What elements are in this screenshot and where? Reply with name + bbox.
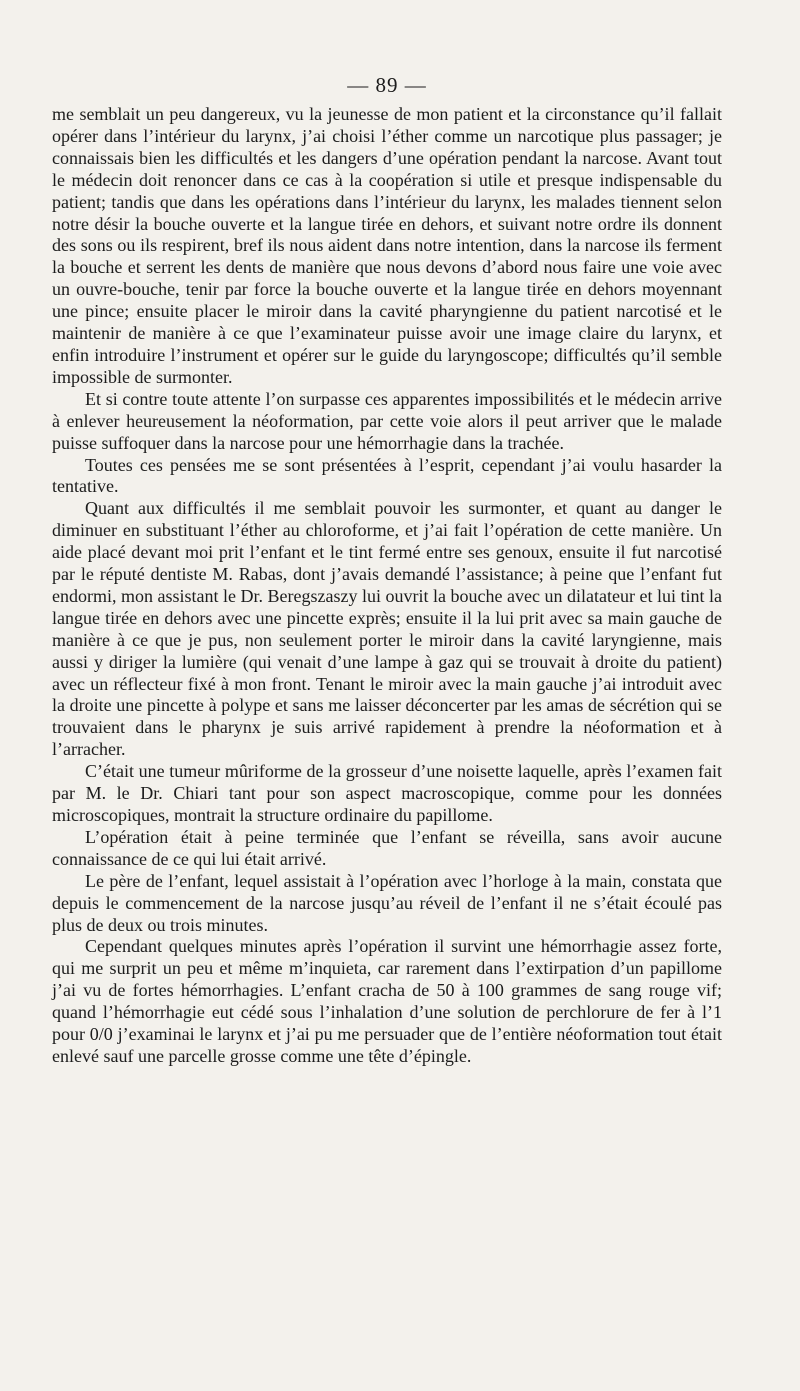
paragraph: L’opération était à peine terminée que l’enfant se réveilla, sans avoir aucune connaissance de ce qui lui était arrivé. bbox=[52, 826, 722, 869]
paragraph: Le père de l’enfant, lequel assistait à l’opération avec l’horloge à la main, constata que depuis le commencement de la narcose jusqu’au réveil de l’enfant il ne s’était écoulé pas plus de deux ou trois minutes. bbox=[52, 870, 722, 935]
paragraph: Cependant quelques minutes après l’opération il survint une hémorrhagie assez forte, qui me surprit un peu et même m’inquieta, car rarement dans l’extirpation d’un papillome j’ai vu de fortes hémorrhagies. L’enfant cracha de 50 à 100 grammes de sang rouge vif; quand l’hémorrhagie eut cédé sous l’inhalation d’une solution de perchlorure de fer à l’1 pour 0/0 j’examinai le larynx et j’ai pu me persuader que de l’entière néoformation tout était enlevé sauf une parcelle grosse comme une tête d’épingle. bbox=[52, 936, 722, 1066]
paragraph: Quant aux difficultés il me semblait pouvoir les surmonter, et quant au danger le diminuer en substituant l’éther au chloroforme, et j’ai fait l’opération de cette manière. Un aide placé devant moi prit l’enfant et le tint fermé entre ses genoux, ensuite il fut narcotisé par le réputé dentiste M. Rabas, dont j’avais demandé l’assistance; à peine que l’enfant fut endormi, mon assistant le Dr. Beregszaszy lui ouvrit la bouche avec un dilatateur et lui tint la langue tirée en dehors avec une pincette exprès; ensuite il la lui prit avec sa main gauche de manière à ce que je pus, non seulement porter le miroir dans la cavité laryngienne, mais aussi y diriger la lumière (qui venait d’une lampe à gaz qui se trouvait à droite du patient) avec un réflecteur fixé à mon front. Tenant le miroir avec la main gauche j’ai introduit avec la droite une pincette à polype et sans me laisser déconcerter par les amas de sécrétion qui se trouvaient dans le pharynx je suis arrivé rapidement à prendre la néoformation et à l’arracher. bbox=[52, 498, 722, 760]
paragraph: C’était une tumeur mûriforme de la grosseur d’une noisette laquelle, après l’examen fait par M. le Dr. Chiari tant pour son aspect macroscopique, comme pour les données microscopiques, montrait la structure ordinaire du papillome. bbox=[52, 761, 722, 825]
paragraph: Toutes ces pensées me se sont présentées à l’esprit, cependant j’ai voulu hasarder la tentative. bbox=[52, 454, 722, 497]
page-number: — 89 — bbox=[347, 73, 427, 97]
paragraph: me semblait un peu dangereux, vu la jeunesse de mon patient et la circonstance qu’il fallait opérer dans l’intérieur du larynx, j’ai choisi l’éther comme un narcotique plus passager; je connaissais bien les difficultés et les dangers d’une opération pendant la narcose. Avant tout le médecin doit renoncer dans ce cas à la coopération si utile et presque indispensable du patient; tandis que dans les opérations dans l’intérieur du larynx, les malades tiennent selon notre désir la bouche ouverte et la langue tirée en dehors, et suivant notre ordre ils donnent des sons ou ils respirent, bref ils nous aident dans notre intention, dans la narcose ils ferment la bouche et serrent les dents de manière que nous devons d’abord nous faire une voie avec un ouvre-bouche, tenir par force la bouche ouverte et la langue tirée en dehors moyennant une pince; ensuite placer le miroir dans la cavité pharyngienne du patient narcotisé et le maintenir de manière à ce que l’examinateur puisse avoir une image claire du larynx, et enfin introduire l’instrument et opérer sur le guide du laryngoscope; difficultés qu’il semble impossible de surmonter. bbox=[52, 104, 722, 387]
paragraph: Et si contre toute attente l’on surpasse ces apparentes impossibilités et le médecin arrive à enlever heureusement la néoformation, par cette voie alors il peut arriver que le malade puisse suffoquer dans la narcose pour une hémorrhagie dans la trachée. bbox=[52, 388, 722, 453]
body-text bbox=[52, 104, 722, 1068]
